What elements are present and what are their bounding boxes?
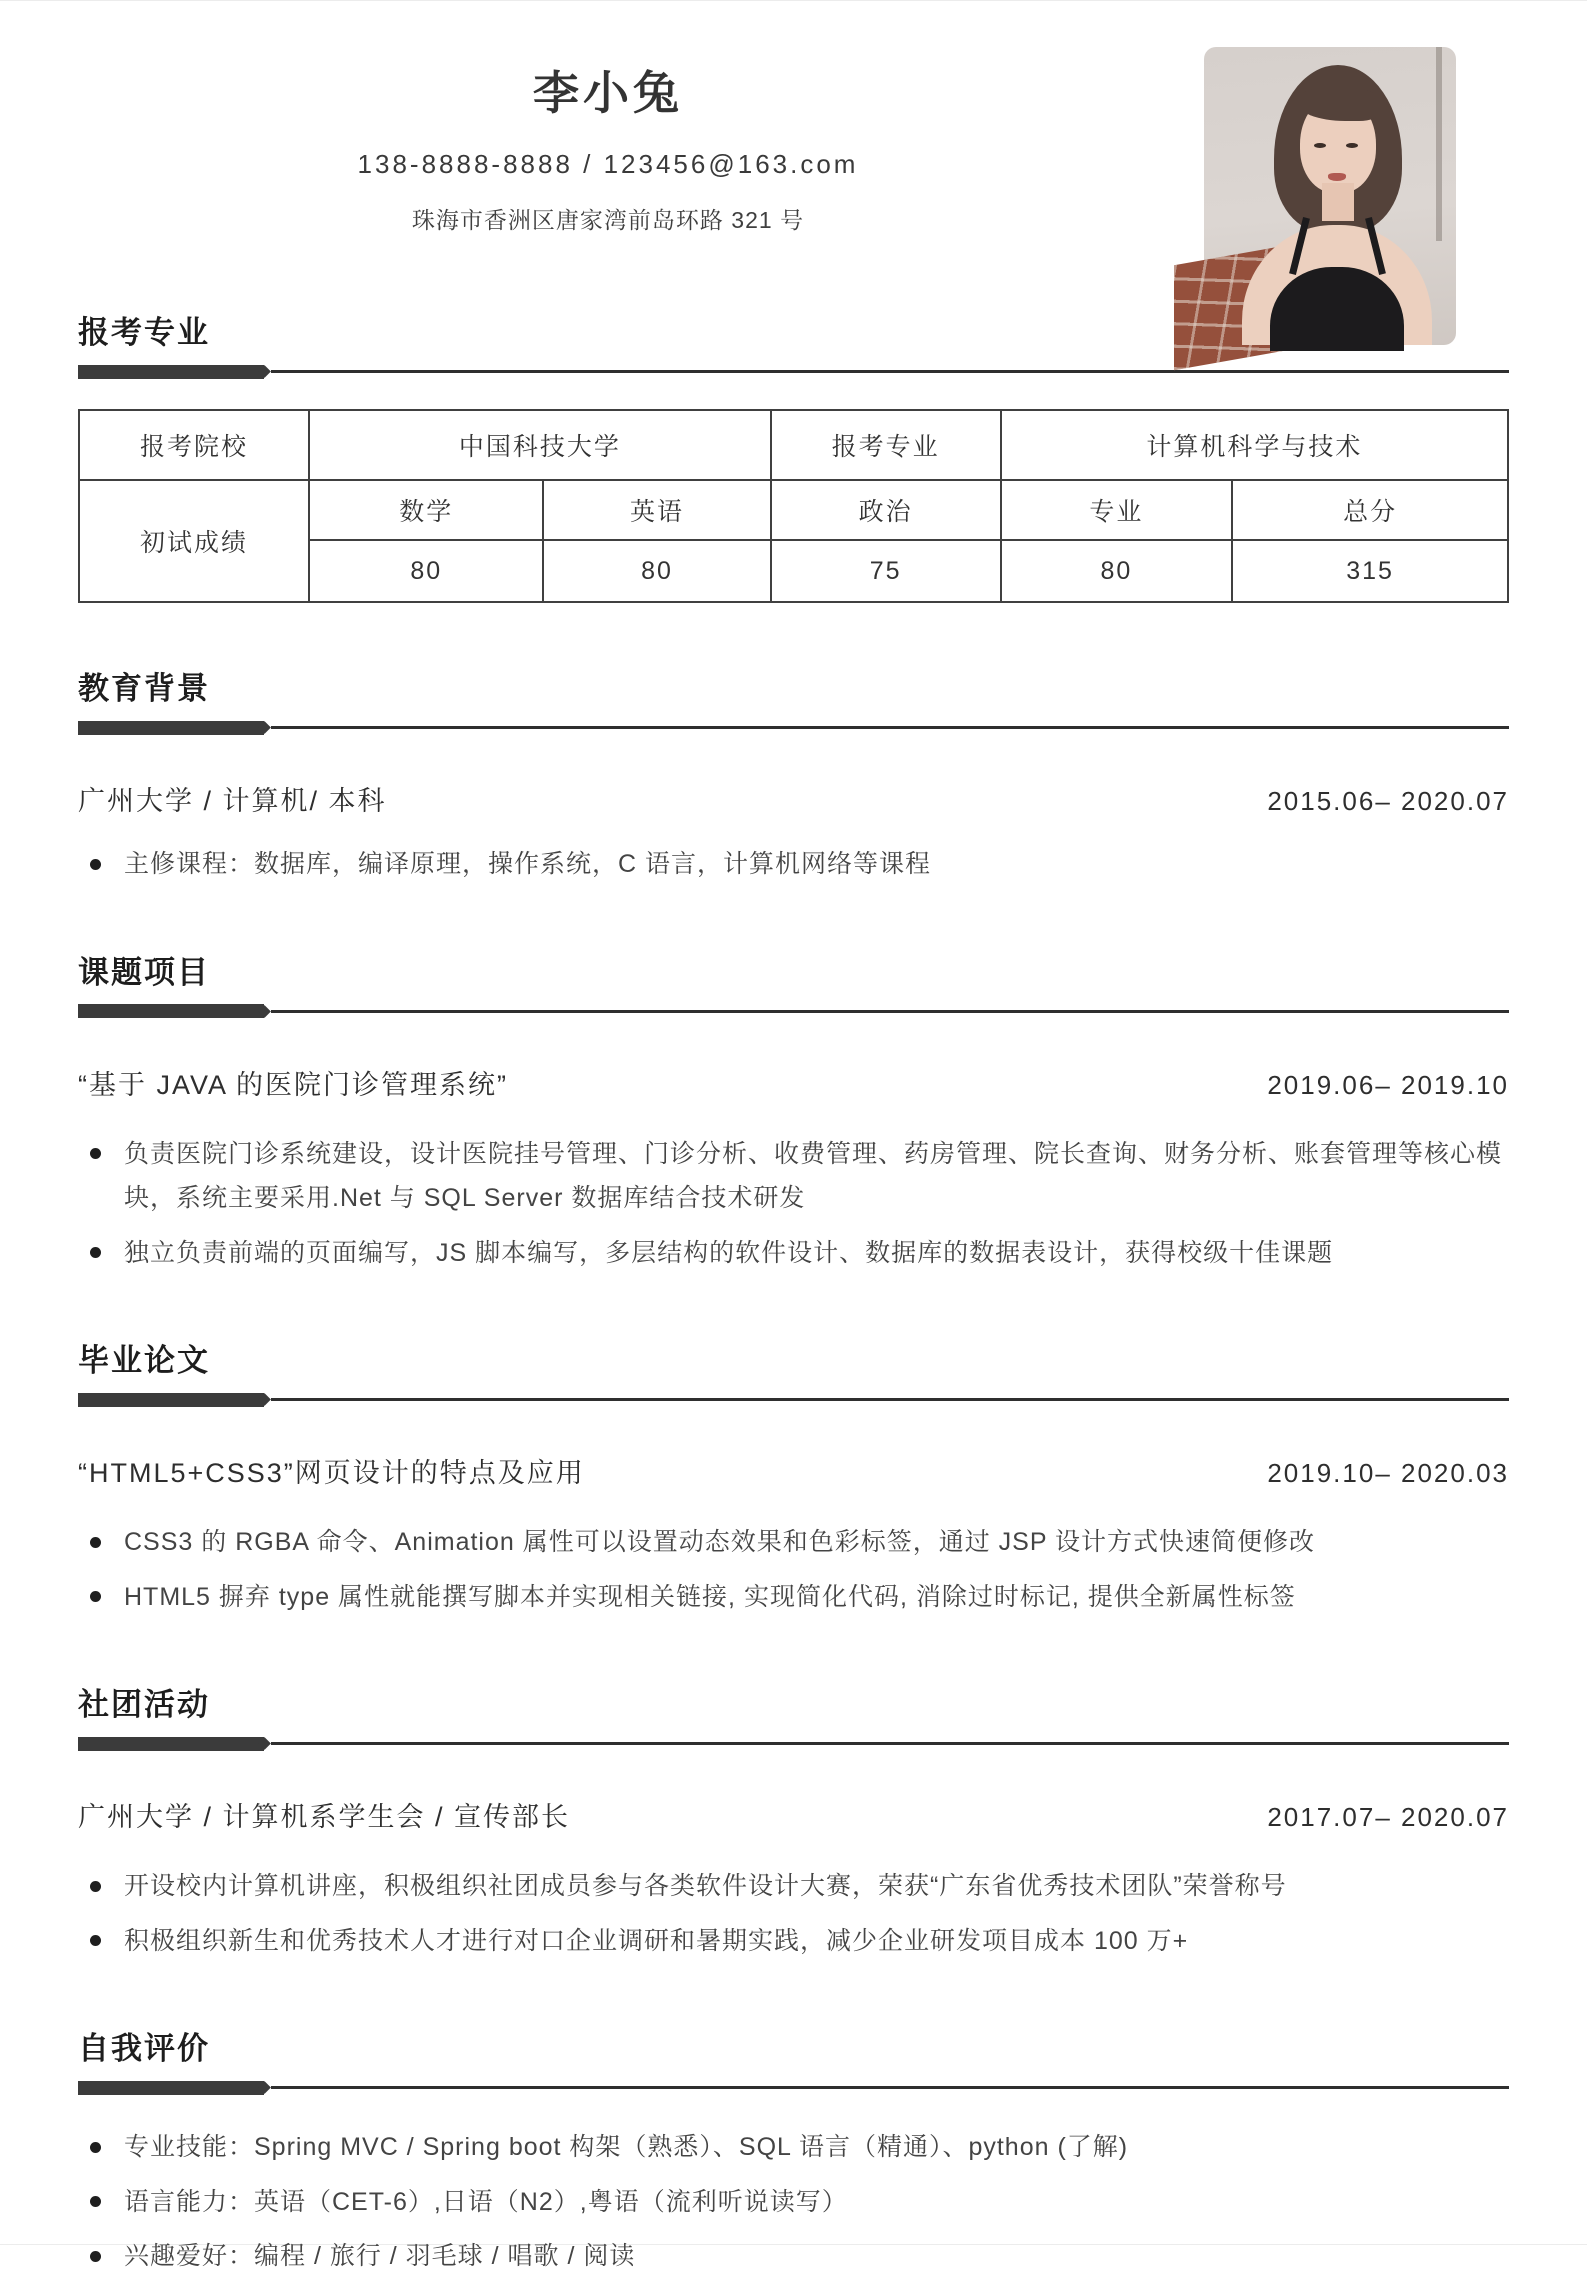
- divider-thick-bar: [78, 721, 264, 735]
- section-project: [78, 947, 1509, 1276]
- thesis-entry: “HTML5+CSS3”网页设计的特点及应用: [78, 1458, 585, 1488]
- section-divider: [78, 1004, 1509, 1019]
- section-title: 教育背景: [78, 671, 210, 706]
- activity-entry: 广州大学 / 计算机系学生会 / 宣传部长: [78, 1802, 571, 1832]
- thesis-entry-row: [78, 1451, 1509, 1490]
- project-entry: “基于 JAVA 的医院门诊管理系统”: [78, 1069, 509, 1100]
- cell-school-label: 报考院校: [79, 410, 309, 480]
- photo-mouth: [1328, 173, 1346, 181]
- contact-line: 138-8888-8888 / 123456@163.com: [357, 149, 859, 179]
- section-divider: [78, 364, 1509, 379]
- cell-subject: 英语: [543, 480, 770, 540]
- thesis-bullets: [78, 1520, 1509, 1619]
- bullet-item: 负责医院门诊系统建设，设计医院挂号管理、门诊分析、收费管理、药房管理、院长查询、财务分析、账套管理等核心模块，系统主要采用.Net 与 SQL Server 数据库结合技术研发: [78, 1132, 1509, 1221]
- divider-thick-bar: [78, 1393, 264, 1407]
- section-divider: [78, 2080, 1509, 2095]
- section-divider: [78, 720, 1509, 735]
- table-row-school: [79, 410, 1508, 480]
- candidate-name: 李小兔: [533, 67, 683, 119]
- divider-thin-line: [271, 2086, 1509, 2089]
- project-date: 2019.06– 2019.10: [1267, 1069, 1509, 1100]
- table-row-subjects: [79, 480, 1508, 540]
- cell-subject: 总分: [1232, 480, 1508, 540]
- education-bullets: [78, 842, 1509, 887]
- exam-table: [78, 409, 1509, 603]
- cell-score: 315: [1232, 540, 1508, 602]
- cell-school-value: 中国科技大学: [309, 410, 771, 480]
- section-title: 自我评价: [78, 2031, 210, 2066]
- cell-subject: 政治: [771, 480, 1001, 540]
- profile-photo: [1204, 47, 1456, 345]
- cell-score: 80: [543, 540, 770, 602]
- divider-thick-bar: [78, 1004, 264, 1018]
- photo-eye-right: [1346, 143, 1358, 148]
- section-title: 毕业论文: [78, 1343, 210, 1378]
- section-apply: [78, 307, 1509, 603]
- section-divider: [78, 1392, 1509, 1407]
- bullet-item: 专业技能：Spring MVC / Spring boot 构架（熟悉）、SQL 语言（精通）、python (了解): [78, 2125, 1509, 2170]
- divider-thin-line: [271, 726, 1509, 729]
- bullet-item: 语言能力：英语（CET-6）,日语（N2）,粤语（流利听说读写）: [78, 2180, 1509, 2225]
- thesis-date: 2019.10– 2020.03: [1267, 1458, 1509, 1488]
- address-line: 珠海市香洲区唐家湾前岛环路 321 号: [411, 207, 805, 233]
- bullet-item: 独立负责前端的页面编写，JS 脚本编写，多层结构的软件设计、数据库的数据表设计，获得校级十佳课题: [78, 1231, 1509, 1276]
- divider-thick-bar: [78, 365, 264, 379]
- cell-score: 75: [771, 540, 1001, 602]
- activity-entry-row: [78, 1795, 1509, 1834]
- cell-major-label: 报考专业: [771, 410, 1001, 480]
- bullet-item: 主修课程：数据库，编译原理，操作系统，C 语言，计算机网络等课程: [78, 842, 1509, 887]
- activity-date: 2017.07– 2020.07: [1267, 1802, 1509, 1832]
- bullet-item: CSS3 的 RGBA 命令、Animation 属性可以设置动态效果和色彩标签，通过 JSP 设计方式快速简便修改: [78, 1520, 1509, 1565]
- photo-wall-edge: [1436, 47, 1442, 241]
- resume-header: [78, 1, 1138, 235]
- project-entry-row: [78, 1063, 1509, 1102]
- divider-thick-bar: [78, 1737, 264, 1751]
- cell-subject: 数学: [309, 480, 543, 540]
- bullet-item: 积极组织新生和优秀技术人才进行对口企业调研和暑期实践，减少企业研发项目成本 100 万+: [78, 1919, 1509, 1964]
- cell-score: 80: [309, 540, 543, 602]
- project-bullets: [78, 1132, 1509, 1276]
- divider-thin-line: [271, 1010, 1509, 1013]
- section-divider: [78, 1736, 1509, 1751]
- activity-bullets: [78, 1864, 1509, 1963]
- section-thesis: [78, 1335, 1509, 1619]
- cell-major-value: 计算机科学与技术: [1001, 410, 1508, 480]
- divider-thin-line: [271, 370, 1509, 373]
- education-entry: 广州大学 / 计算机/ 本科: [78, 786, 387, 816]
- cell-score-label: 初试成绩: [79, 480, 309, 602]
- section-title: 报考专业: [78, 315, 210, 350]
- self-bullets: [78, 2125, 1509, 2279]
- section-self-evaluation: [78, 2023, 1509, 2279]
- bullet-item: 兴趣爱好：编程 / 旅行 / 羽毛球 / 唱歌 / 阅读: [78, 2234, 1509, 2279]
- education-entry-row: [78, 779, 1509, 818]
- section-activity: [78, 1679, 1509, 1963]
- divider-thick-bar: [78, 2081, 264, 2095]
- bullet-item: 开设校内计算机讲座，积极组织社团成员参与各类软件设计大赛，荣获“广东省优秀技术团队”荣誉称号: [78, 1864, 1509, 1909]
- divider-thin-line: [271, 1398, 1509, 1401]
- cell-score: 80: [1001, 540, 1232, 602]
- bullet-item: HTML5 摒弃 type 属性就能撰写脚本并实现相关链接, 实现简化代码, 消除过时标记, 提供全新属性标签: [78, 1575, 1509, 1620]
- section-title: 课题项目: [78, 954, 210, 990]
- divider-thin-line: [271, 1742, 1509, 1745]
- section-title: 社团活动: [78, 1687, 210, 1722]
- photo-neck: [1322, 183, 1354, 221]
- cell-subject: 专业: [1001, 480, 1232, 540]
- education-date: 2015.06– 2020.07: [1267, 786, 1509, 816]
- section-education: [78, 663, 1509, 887]
- photo-eye-left: [1314, 143, 1326, 148]
